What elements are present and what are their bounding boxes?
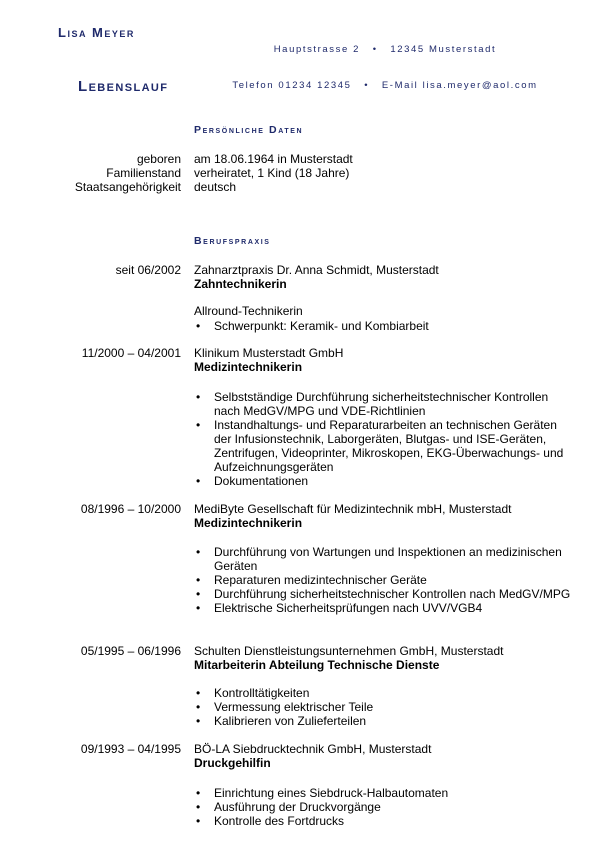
address-line: Hauptstrasse 2 • 12345 Musterstadt: [273, 44, 497, 55]
job-duties-list: [194, 686, 584, 728]
list-item: • Ausführung der Druckvorgänge: [194, 800, 584, 814]
personal-label: geboren: [136, 152, 181, 166]
job-role: Zahntechnikerin: [194, 277, 287, 291]
job-duties-list: [194, 319, 584, 333]
document-title: Lebenslauf: [78, 78, 169, 95]
job-period: 05/1995 – 06/1996: [80, 644, 181, 658]
job-employer: Schulten Dienstleistungsunternehmen GmbH, Musterstadt: [194, 644, 504, 658]
job-duties-list: [194, 545, 584, 615]
list-item: • Reparaturen medizintechnischer Geräte: [194, 573, 584, 587]
job-employer: Klinikum Musterstadt GmbH: [194, 346, 344, 360]
list-item: • Instandhaltungs- und Reparaturarbeiten an technischen Geräten der Infusionstechnik, Laborgeräten, Blutgas- und ISE-Geräten, Zentrifugen, Videoprinter, Mikroskopen, EKG-Überwachungs- und Aufzeichnungsgeräten: [194, 418, 574, 474]
section-heading-experience: Berufspraxis: [194, 235, 271, 247]
job-period: seit 06/2002: [115, 263, 181, 277]
section-heading-personal: Persönliche Daten: [194, 124, 304, 136]
job-period: 11/2000 – 04/2001: [81, 346, 181, 360]
list-item: • Kalibrieren von Zulieferteilen: [194, 714, 584, 728]
job-duties-list: [194, 390, 574, 488]
list-item: • Selbstständige Durchführung sicherheitstechnischer Kontrollen nach MedGV/MPG und VDE-Richtlinien: [194, 390, 574, 418]
job-role: Medizintechnikerin: [194, 360, 303, 374]
list-item: • Kontrolle des Fortdrucks: [194, 814, 584, 828]
list-item: • Elektrische Sicherheitsprüfungen nach UVV/VGB4: [194, 601, 584, 615]
job-role: Druckgehilfin: [194, 756, 271, 770]
contact-line: Telefon 01234 12345 • E-Mail lisa.meyer@aol.com: [232, 80, 538, 91]
personal-label: Staatsangehörigkeit: [74, 180, 181, 194]
personal-value: am 18.06.1964 in Musterstadt: [194, 152, 353, 166]
list-item: • Durchführung von Wartungen und Inspektionen an medizinischen Geräten: [194, 545, 584, 573]
applicant-name: Lisa Meyer: [58, 25, 135, 40]
contact-block: [200, 20, 570, 104]
job-duties-list: [194, 786, 584, 828]
list-item: • Vermessung elektrischer Teile: [194, 700, 584, 714]
list-item: • Durchführung sicherheitstechnischer Kontrollen nach MedGV/MPG: [194, 587, 584, 601]
personal-value: verheiratet, 1 Kind (18 Jahre): [194, 166, 350, 180]
job-employer: BÖ-LA Siebdrucktechnik GmbH, Musterstadt: [194, 742, 432, 756]
personal-value: deutsch: [194, 180, 237, 194]
list-item: • Schwerpunkt: Keramik- und Kombiarbeit: [194, 319, 584, 333]
job-period: 09/1993 – 04/1995: [80, 742, 181, 756]
list-item: • Dokumentationen: [194, 474, 574, 488]
job-employer: Zahnarztpraxis Dr. Anna Schmidt, Musterstadt: [194, 263, 439, 277]
job-role: Medizintechnikerin: [194, 516, 303, 530]
job-role: Mitarbeiterin Abteilung Technische Dienste: [194, 658, 440, 672]
personal-label: Familienstand: [106, 166, 181, 180]
job-period: 08/1996 – 10/2000: [80, 502, 181, 516]
job-employer: MediByte Gesellschaft für Medizintechnik mbH, Musterstadt: [194, 502, 512, 516]
list-item: • Kontrolltätigkeiten: [194, 686, 584, 700]
list-item: • Einrichtung eines Siebdruck-Halbautomaten: [194, 786, 584, 800]
job-subrole: Allround-Technikerin: [194, 304, 303, 318]
